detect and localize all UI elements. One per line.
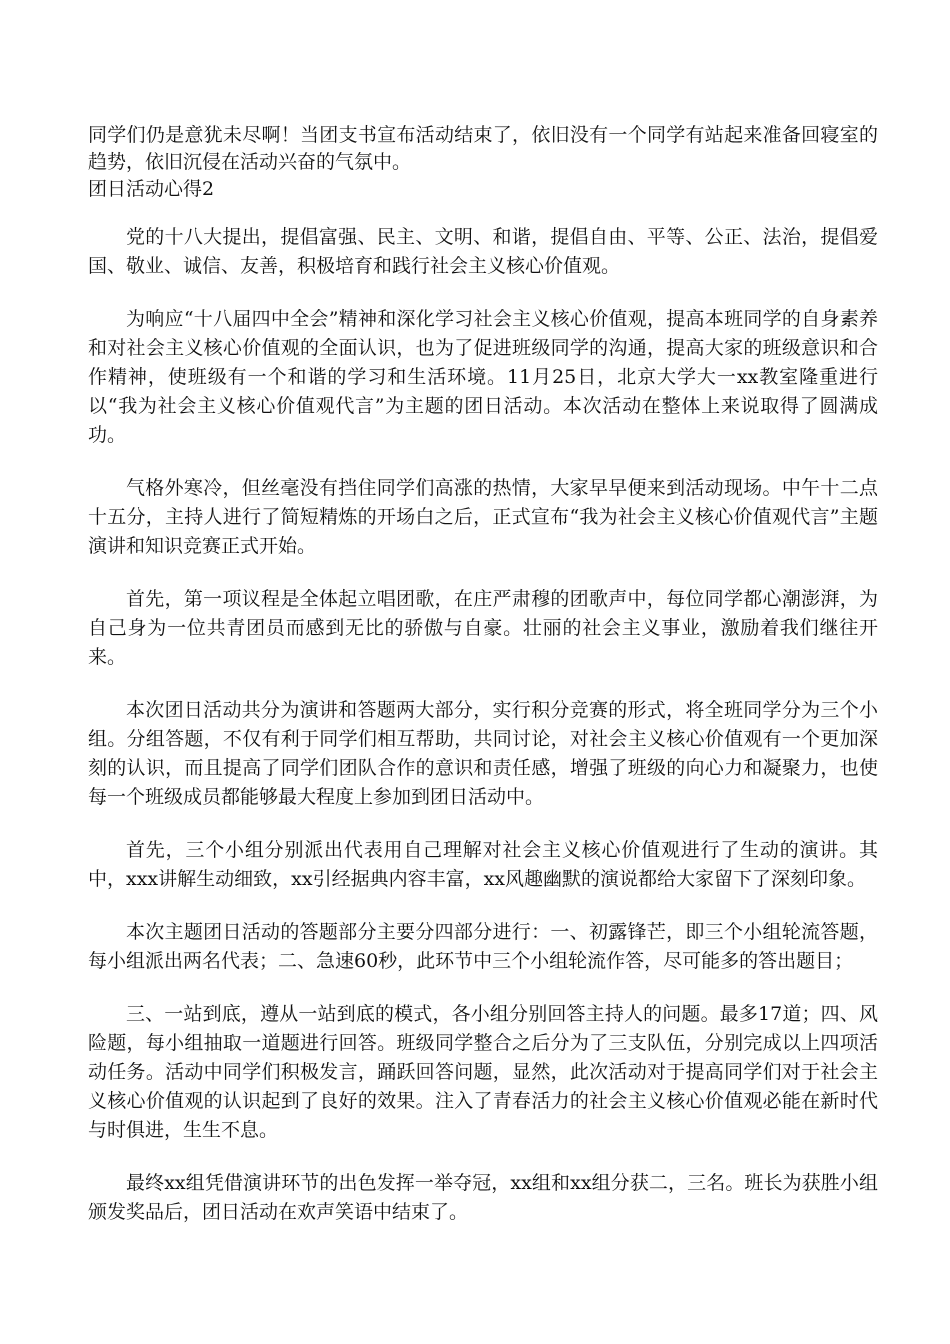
paragraph: 本次团日活动共分为演讲和答题两大部分，实行积分竞赛的形式，将全班同学分为三个小组。分组答题，不仅有利于同学们相互帮助，共同讨论，对社会主义核心价值观有一个更加深刻的认识，而且提高了同学们团队合作的意识和责任感，增强了班级的向心力和凝聚力，也使每一个班级成员都能够最大程度上参加到团日活动中。 (88, 699, 878, 808)
paragraph: 为响应“十八届四中全会”精神和深化学习社会主义核心价值观，提高本班同学的自身素养和对社会主义核心价值观的全面认识，也为了促进班级同学的沟通，提高大家的班级意识和合作精神，使班级有一个和谐的学习和生活环境。11月25日，北京大学大一xx教室隆重进行以“我为社会主义核心价值观代言”为主题的团日活动。本次活动在整体上来说取得了圆满成功。 (88, 308, 878, 446)
paragraph: 三、一站到底，遵从一站到底的模式，各小组分别回答主持人的问题。最多17道；四、风险题，每小组抽取一道题进行回答。班级同学整合之后分为了三支队伍，分别完成以上四项活动任务。活动中同学们积极发言，踊跃回答问题，显然，此次活动对于提高同学们对于社会主义核心价值观的认识起到了良好的效果。注入了青春活力的社会主义核心价值观必能在新时代与时俱进，生生不息。 (88, 1003, 878, 1141)
section-heading: 团日活动心得2 (88, 178, 215, 200)
paragraph: 本次主题团日活动的答题部分主要分四部分进行：一、初露锋芒，即三个小组轮流答题，每小组派出两名代表；二、急速60秒，此环节中三个小组轮流作答，尽可能多的答出题目； (88, 921, 878, 972)
document-body (88, 122, 878, 1251)
paragraph: 气格外寒冷，但丝毫没有挡住同学们高涨的热情，大家早早便来到活动现场。中午十二点十五分，主持人进行了简短精炼的开场白之后，正式宣布“我为社会主义核心价值观代言”主题演讲和知识竞赛正式开始。 (88, 477, 878, 557)
paragraph: 最终xx组凭借演讲环节的出色发挥一举夺冠，xx组和xx组分获二，三名。班长为获胜小组颁发奖品后，团日活动在欢声笑语中结束了。 (88, 1172, 878, 1223)
paragraph: 首先，三个小组分别派出代表用自己理解对社会主义核心价值观进行了生动的演讲。其中，xxx讲解生动细致，xx引经据典内容丰富，xx风趣幽默的演说都给大家留下了深刻印象。 (88, 839, 878, 890)
intro-paragraph: 同学们仍是意犹未尽啊！当团支书宣布活动结束了，依旧没有一个同学有站起来准备回寝室的趋势，依旧沉侵在活动兴奋的气氛中。 (88, 124, 878, 173)
paragraph: 党的十八大提出，提倡富强、民主、文明、和谐，提倡自由、平等、公正、法治，提倡爱国、敬业、诚信、友善，积极培育和践行社会主义核心价值观。 (88, 226, 878, 277)
paragraph: 首先，第一项议程是全体起立唱团歌，在庄严肃穆的团歌声中，每位同学都心潮澎湃，为自己身为一位共青团员而感到无比的骄傲与自豪。壮丽的社会主义事业，激励着我们继往开来。 (88, 588, 878, 668)
